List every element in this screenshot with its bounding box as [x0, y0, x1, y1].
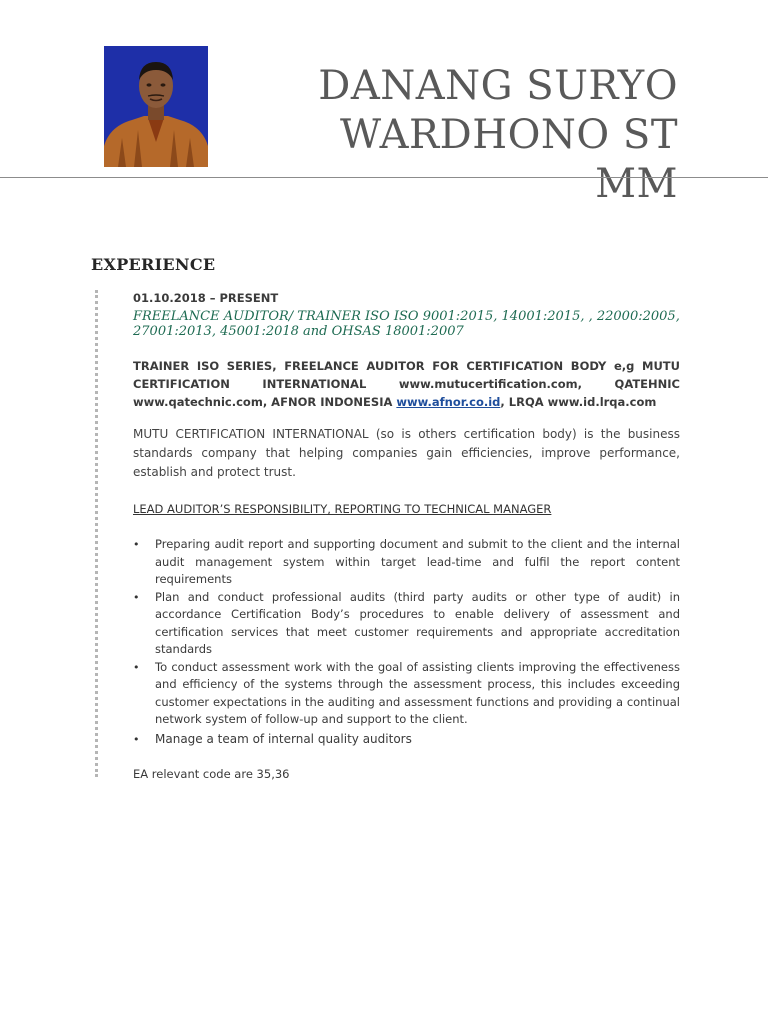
profile-photo: [104, 46, 208, 167]
portrait-image: [104, 46, 208, 167]
list-item: [133, 659, 680, 729]
responsibility-heading: LEAD AUDITOR’S RESPONSIBILITY, REPORTING TO TECHNICAL MANAGER: [133, 502, 552, 516]
name-line-2: WARDHONO ST MM: [340, 112, 678, 207]
bullet-icon: •: [133, 732, 140, 746]
entry-dates: 01.10.2018 – PRESENT: [133, 291, 279, 305]
list-item-text: To conduct assessment work with the goal of assisting clients improving the effectiveness and efficiency of the systems through the assessment process, this includes exceeding customer expectations in the auditing and assessment functions and providing a continual network system of follow-up and support to the client.: [155, 659, 680, 726]
entry-company: [133, 357, 680, 411]
person-name: [248, 62, 678, 209]
responsibility-list: [133, 536, 680, 748]
bullet-icon: •: [133, 660, 140, 674]
experience-entry: [133, 290, 680, 783]
entry-role: FREELANCE AUDITOR/ TRAINER ISO ISO 9001:2015, 14001:2015, , 22000:2005, 27001:2013, 45001:2018 and OHSAS 18001:2007: [133, 309, 680, 339]
afnor-link[interactable]: www.afnor.co.id: [396, 395, 501, 409]
list-item: [133, 731, 680, 749]
ea-codes: EA relevant code are 35,36: [133, 767, 290, 781]
company-text-1: TRAINER ISO SERIES, FREELANCE AUDITOR FOR CERTIFICATION BODY e,g MUTU CERTIFICATION INTERNATIONAL www.mutucertification.com, QATEHNIC www.qatechnic.com, AFNOR INDONESIA: [133, 359, 680, 409]
experience-heading: EXPERIENCE: [91, 255, 216, 274]
list-item-text: Manage a team of internal quality auditors: [155, 731, 412, 746]
list-item-text: Preparing audit report and supporting document and submit to the client and the internal audit management system within target lead-time and fulfil the report content requirements: [155, 537, 680, 586]
bullet-icon: •: [133, 538, 140, 551]
bullet-icon: •: [133, 590, 140, 604]
company-text-2: , LRQA www.id.lrqa.com: [500, 395, 657, 409]
timeline-dotted-line: [95, 290, 98, 777]
list-item-text: Plan and conduct professional audits (third party audits or other type of audit) in accordance Certification Body’s procedures to enable delivery of assessment and certification services that meet customer requirements and appropriate accreditation standards: [155, 589, 680, 656]
list-item: [133, 536, 680, 589]
company-description: MUTU CERTIFICATION INTERNATIONAL (so is others certification body) is the business standards company that helping companies gain efficiencies, improve performance, establish and protect trust.: [133, 427, 680, 479]
header-divider: [0, 177, 768, 178]
name-line-1: DANANG SURYO: [318, 63, 678, 109]
list-item: [133, 589, 680, 659]
